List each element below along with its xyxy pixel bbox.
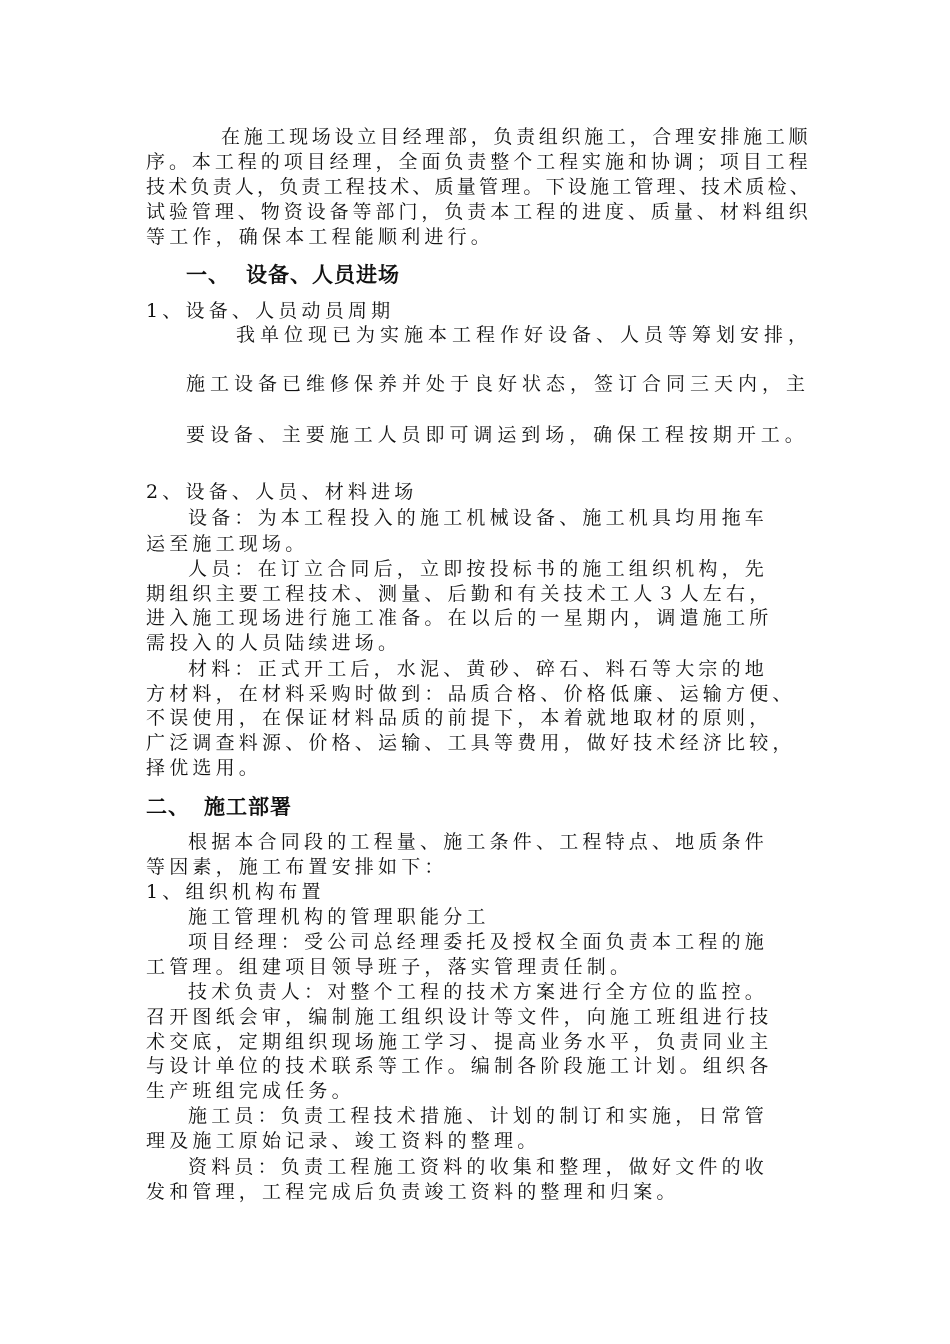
subsection-title: 2、设备、人员、材料进场	[146, 481, 418, 503]
paragraph-line: 生产班组完成任务。	[146, 1080, 355, 1102]
paragraph-line: 等因素，施工布置安排如下：	[146, 856, 448, 878]
paragraph-line: 施工员：负责工程技术措施、计划的制订和实施，日常管	[188, 1105, 769, 1127]
paragraph-line: 术交底，定期组织现场施工学习、提高业务水平，负责同业主	[146, 1031, 773, 1053]
section-number: 二、	[146, 795, 190, 819]
paragraph-line: 发和管理，工程完成后负责竣工资料的整理和归案。	[146, 1181, 680, 1203]
paragraph-line: 方材料，在材料采购时做到：品质合格、价格低廉、运输方便、	[146, 683, 796, 705]
paragraph-line: 运至施工现场。	[146, 533, 309, 555]
paragraph-line: 期组织主要工程技术、测量、后勤和有关技术工人３人左右，	[146, 583, 773, 605]
paragraph-line: 召开图纸会审，编制施工组织设计等文件，向施工班组进行技	[146, 1006, 773, 1028]
paragraph-line: 广泛调查料源、价格、运输、工具等费用，做好技术经济比较，	[146, 732, 796, 754]
paragraph-line: 资料员：负责工程施工资料的收集和整理，做好文件的收	[188, 1156, 769, 1178]
section-heading: 施工部署	[204, 795, 292, 819]
subsection-title: 1、设备、人员动员周期	[146, 300, 395, 322]
section-number: 一、	[186, 263, 230, 287]
paragraph-line: 试验管理、物资设备等部门，负责本工程的进度、质量、材料组织	[146, 201, 812, 223]
paragraph-line: 不误使用，在保证材料品质的前提下，本着就地取材的原则，	[146, 707, 773, 729]
paragraph-line: 要设备、主要施工人员即可调运到场，确保工程按期开工。	[186, 424, 809, 446]
paragraph-line: 材料：正式开工后，水泥、黄砂、碎石、料石等大宗的地	[188, 658, 769, 680]
subsection-title: 1、组织机构布置	[146, 881, 325, 903]
paragraph-line: 设备：为本工程投入的施工机械设备、施工机具均用拖车	[188, 507, 769, 529]
paragraph-line: 施工设备已维修保养并处于良好状态，签订合同三天内，主	[186, 373, 811, 395]
paragraph-line: 技术负责人：对整个工程的技术方案进行全方位的监控。	[188, 981, 769, 1003]
paragraph-line: 人员：在订立合同后，立即按投标书的施工组织机构，先	[188, 558, 769, 580]
paragraph-line: 我单位现已为实施本工程作好设备、人员等筹划安排，	[236, 324, 813, 346]
paragraph-line: 技术负责人，负责工程技术、质量管理。下设施工管理、技术质检、	[146, 176, 813, 198]
paragraph-line: 项目经理：受公司总经理委托及授权全面负责本工程的施	[188, 931, 769, 953]
paragraph-line: 与设计单位的技术联系等工作。编制各阶段施工计划。组织各	[146, 1055, 773, 1077]
paragraph-line: 根据本合同段的工程量、施工条件、工程特点、地质条件	[188, 831, 769, 853]
paragraph-line: 等工作，确保本工程能顺利进行。	[146, 226, 495, 248]
paragraph-line: 工管理。组建项目领导班子，落实管理责任制。	[146, 956, 634, 978]
paragraph-line: 在施工现场设立目经理部，负责组织施工，合理安排施工顺	[221, 126, 812, 148]
paragraph-line: 施工管理机构的管理职能分工	[188, 906, 490, 928]
paragraph-line: 需投入的人员陆续进场。	[146, 632, 402, 654]
paragraph-line: 序。本工程的项目经理，全面负责整个工程实施和协调；项目工程	[146, 151, 812, 173]
paragraph-line: 理及施工原始记录、竣工资料的整理。	[146, 1130, 541, 1152]
paragraph-line: 进入施工现场进行施工准备。在以后的一星期内，调遣施工所	[146, 607, 773, 629]
paragraph-line: 择优选用。	[146, 757, 263, 779]
section-heading: 设备、人员进场	[246, 263, 400, 287]
